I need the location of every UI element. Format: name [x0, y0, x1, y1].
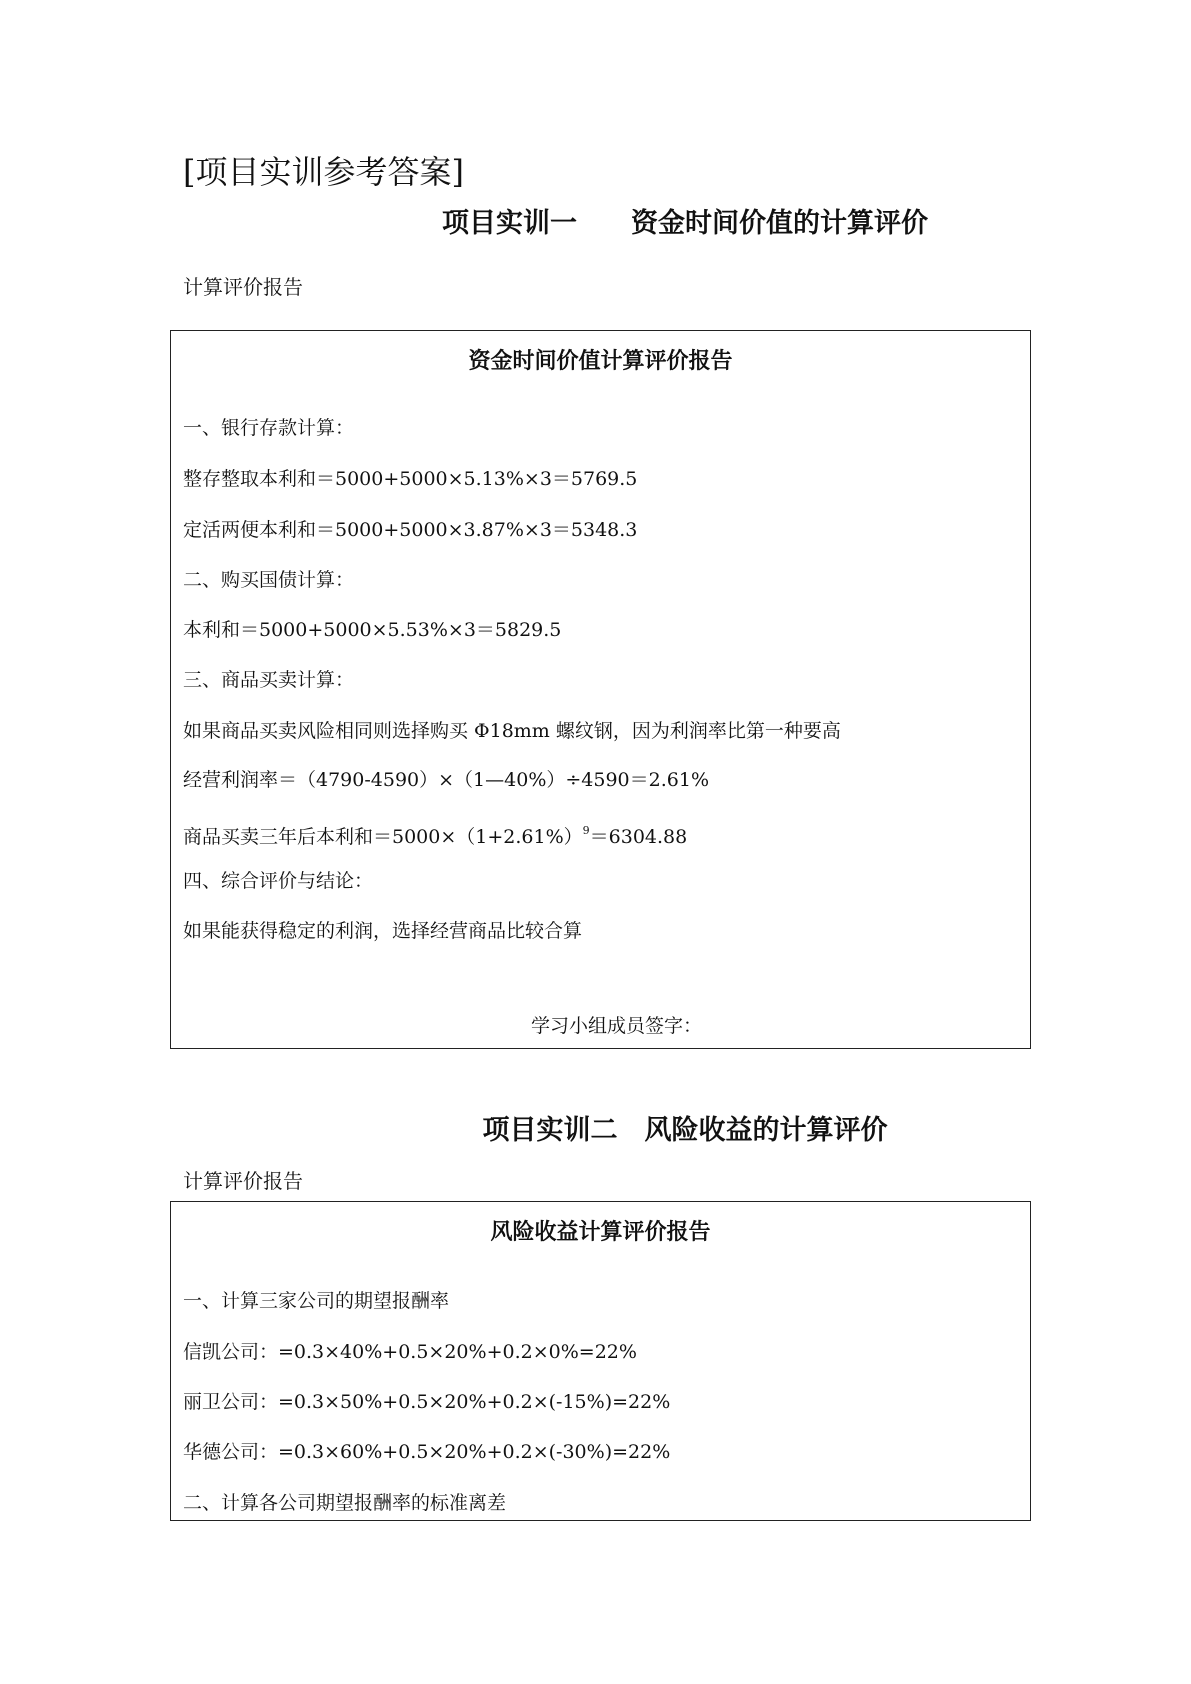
project2-label: 计算评价报告: [183, 1169, 303, 1193]
report-line-compound: [183, 818, 687, 850]
report-line: 三、商品买卖计算：: [183, 669, 355, 691]
report-line: 二、计算各公司期望报酬率的标准离差: [183, 1492, 507, 1514]
report-line: 一、计算三家公司的期望报酬率: [183, 1290, 450, 1312]
report-line: 丽卫公司：=0.3×50%+0.5×20%+0.2×(-15%)=22%: [183, 1391, 671, 1413]
report-line: 华德公司：=0.3×60%+0.5×20%+0.2×(-30%)=22%: [183, 1441, 671, 1463]
report-line: 如果能获得稳定的利润，选择经营商品比较合算: [183, 920, 583, 942]
report-line: 一、银行存款计算：: [183, 417, 355, 439]
report-line: 定活两便本利和＝5000+5000×3.87%×3＝5348.3: [183, 519, 638, 541]
project1-label: 计算评价报告: [183, 275, 303, 299]
report-line: 四、综合评价与结论：: [183, 870, 374, 892]
report-line: 信凯公司：=0.3×40%+0.5×20%+0.2×0%=22%: [183, 1341, 637, 1363]
project1-report-box: [170, 330, 1031, 1049]
project2-title: 项目实训二 风险收益的计算评价: [482, 1115, 888, 1146]
report-line: 经营利润率＝（4790-4590）×（1—40%）÷4590＝2.61%: [183, 769, 709, 791]
main-title: [项目实训参考答案]: [183, 153, 464, 191]
project1-title: 项目实训一 资金时间价值的计算评价: [442, 208, 928, 239]
compound-formula-base: 商品买卖三年后本利和＝5000×（1+2.61%）: [183, 826, 583, 848]
project2-report-box: [170, 1201, 1031, 1521]
report-line: 如果商品买卖风险相同则选择购买 Φ18mm 螺纹钢，因为利润率比第一种要高: [183, 720, 841, 742]
report-line: 二、购买国债计算：: [183, 569, 355, 591]
compound-exponent: 9: [582, 824, 590, 837]
project1-report-title: 资金时间价值计算评价报告: [468, 349, 733, 374]
report-line: 整存整取本利和＝5000+5000×5.13%×3＝5769.5: [183, 468, 638, 490]
compound-formula-result: ＝6304.88: [589, 826, 688, 848]
signature-line: 学习小组成员签字：: [531, 1015, 703, 1037]
report-line: 本利和＝5000+5000×5.53%×3＝5829.5: [183, 619, 562, 641]
project2-report-title: 风险收益计算评价报告: [490, 1220, 711, 1245]
